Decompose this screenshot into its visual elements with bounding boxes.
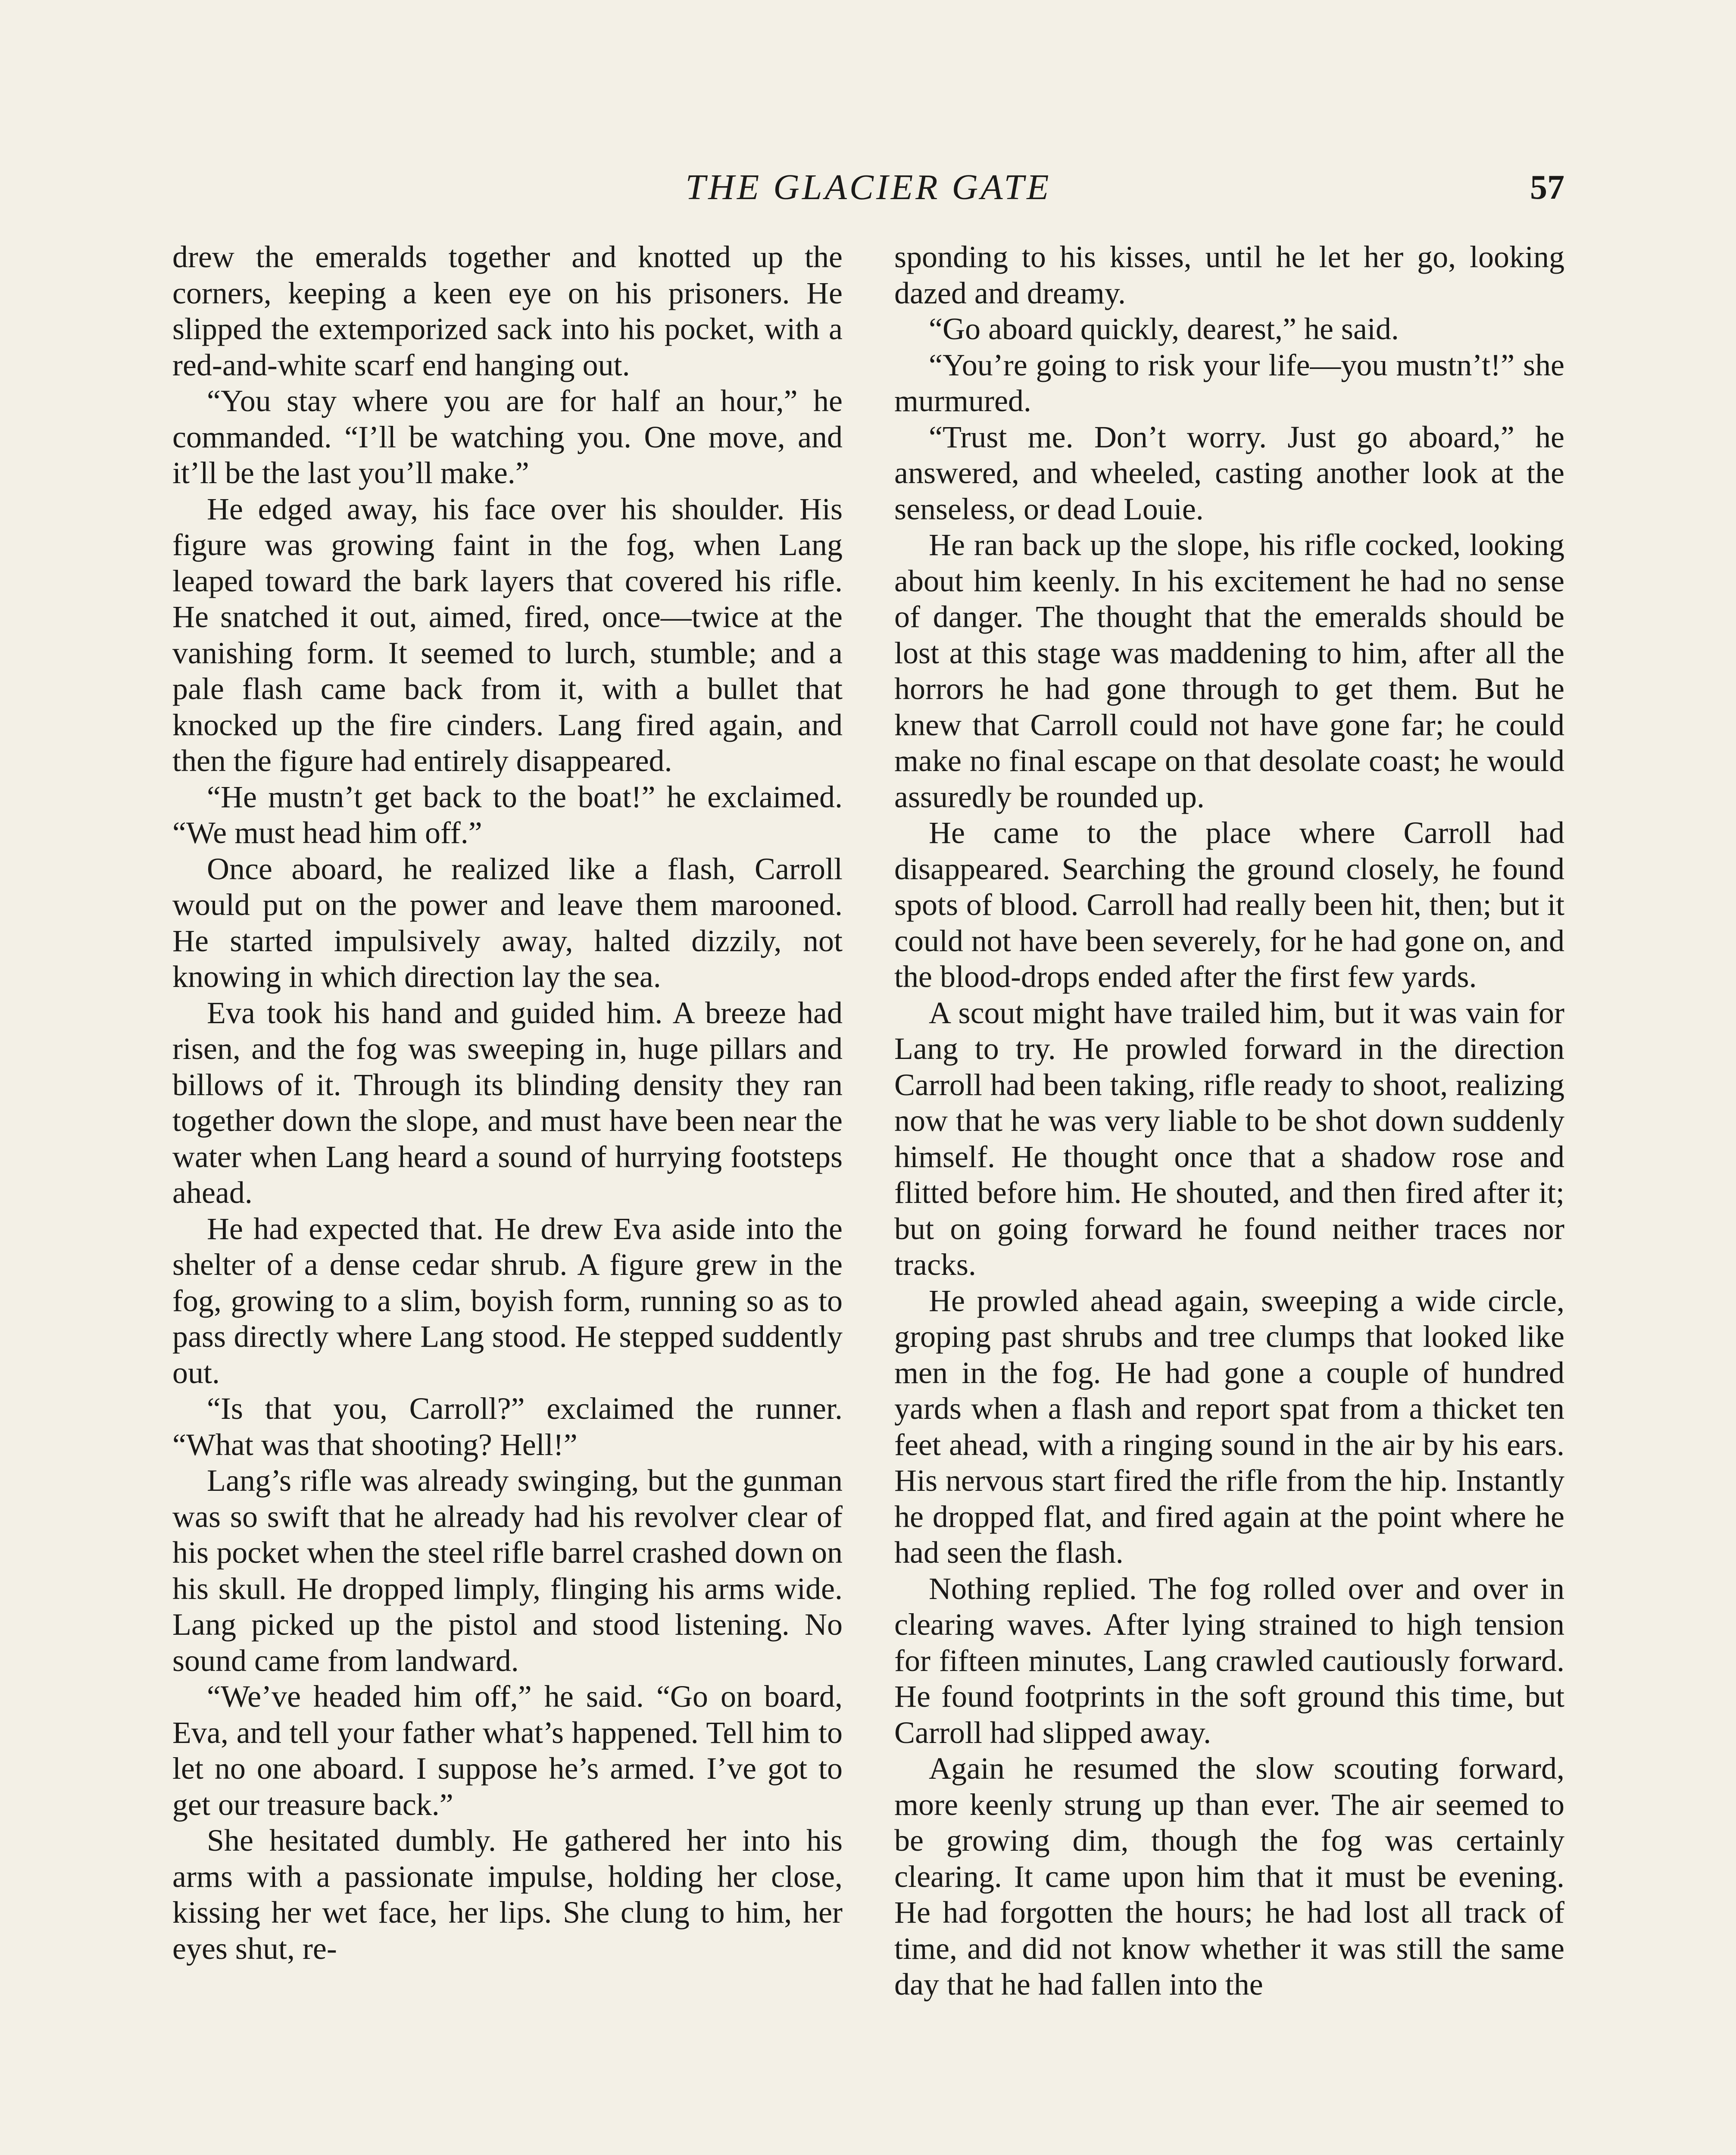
paragraph: “You’re going to risk your life—you mustn’t!” she murmured. bbox=[894, 347, 1564, 418]
paragraph: He had expected that. He drew Eva aside into the shelter of a dense cedar shrub. A figure grew in the fog, growing to a slim, boyish form, running so as to pass directly where Lang stood. He stepped suddently out. bbox=[172, 1211, 843, 1390]
paragraph: He ran back up the slope, his rifle cocked, looking about him keenly. In his excitement he had no sense of danger. The thought that the emeralds should be lost at this stage was maddening to him, after all the horrors he had gone through to get them. But he knew that Carroll could not have gone far; he could make no final escape on that desolate coast; he would assuredly be rounded up. bbox=[894, 528, 1564, 814]
paragraph: “You stay where you are for half an hour,” he commanded. “I’ll be watching you. One move, and it’ll be the last you’ll make.” bbox=[172, 384, 843, 490]
paragraph: “He mustn’t get back to the boat!” he exclaimed. “We must head him off.” bbox=[172, 779, 843, 850]
page-number: 57 bbox=[1530, 169, 1564, 206]
paragraph: She hesitated dumbly. He gathered her into his arms with a passionate impulse, holding her close, kissing her wet face, her lips. She clung to him, her eyes shut, re- bbox=[172, 1823, 843, 1966]
running-title: THE GLACIER GATE bbox=[685, 167, 1052, 207]
page-header bbox=[172, 159, 1564, 216]
paragraph: He edged away, his face over his shoulder. His figure was growing faint in the fog, when Lang leaped toward the bark layers that covered his rifle. He snatched it out, aimed, fired, once—twice at the vanishing form. It seemed to lurch, stumble; and a pale flash came back from it, with a bullet that knocked up the fire cinders. Lang fired again, and then the figure had entirely disappeared. bbox=[172, 491, 843, 778]
text-columns bbox=[172, 239, 1564, 2155]
paragraph: “Trust me. Don’t worry. Just go aboard,” he answered, and wheeled, casting another look at the senseless, or dead Louie. bbox=[894, 419, 1564, 526]
paragraph: Eva took his hand and guided him. A breeze had risen, and the fog was sweeping in, huge pillars and billows of it. Through its blinding density they ran together down the slope, and must have been near the water when Lang heard a sound of hurrying footsteps ahead. bbox=[172, 995, 843, 1210]
paragraph: “We’ve headed him off,” he said. “Go on board, Eva, and tell your father what’s happened. Tell him to let no one aboard. I suppose he’s armed. I’ve got to get our treasure back.” bbox=[172, 1679, 843, 1822]
right-column bbox=[894, 239, 1564, 2155]
paragraph: Nothing replied. The fog rolled over and over in clearing waves. After lying strained to high tension for fifteen minutes, Lang crawled cautiously forward. He found footprints in the soft ground this time, but Carroll had slipped away. bbox=[894, 1571, 1564, 1750]
paragraph: “Go aboard quickly, dearest,” he said. bbox=[929, 312, 1399, 346]
paragraph: Lang’s rifle was already swinging, but the gunman was so swift that he already had his revolver clear of his pocket when the steel rifle barrel crashed down on his skull. He dropped limply, flinging his arms wide. Lang picked up the pistol and stood listening. No sound came from landward. bbox=[172, 1463, 843, 1678]
paragraph: He prowled ahead again, sweeping a wide circle, groping past shrubs and tree clumps that looked like men in the fog. He had gone a couple of hundred yards when a flash and report spat from a thicket ten feet ahead, with a ringing sound in the air by his ears. His nervous start fired the rifle from the hip. Instantly he dropped flat, and fired again at the point where he had seen the flash. bbox=[894, 1283, 1564, 1570]
paragraph: Once aboard, he realized like a flash, Carroll would put on the power and leave them marooned. He started impulsively away, halted dizzily, not knowing in which direction lay the sea. bbox=[172, 851, 843, 994]
paragraph: A scout might have trailed him, but it was vain for Lang to try. He prowled forward in the direction Carroll had been taking, rifle ready to shoot, realizing now that he was very liable to be shot down suddenly himself. He thought once that a shadow rose and flitted before him. He shouted, and then fired after it; but on going forward he found neither traces nor tracks. bbox=[894, 995, 1564, 1282]
paragraph: sponding to his kisses, until he let her go, looking dazed and dreamy. bbox=[894, 240, 1564, 310]
paragraph: Again he resumed the slow scouting forward, more keenly strung up than ever. The air seemed to be growing dim, though the fog was certainly clearing. It came upon him that it must be evening. He had forgotten the hours; he had lost all track of time, and did not know whether it was still the same day that he had fallen into the bbox=[894, 1751, 1564, 2002]
paragraph: “Is that you, Carroll?” exclaimed the runner. “What was that shooting? Hell!” bbox=[172, 1391, 843, 1462]
paragraph: He came to the place where Carroll had disappeared. Searching the ground closely, he found spots of blood. Carroll had really been hit, then; but it could not have been severely, for he had gone on, and the blood-drops ended after the first few yards. bbox=[894, 815, 1564, 994]
paragraph: drew the emeralds together and knotted up the corners, keeping a keen eye on his prisoners. He slipped the extemporized sack into his pocket, with a red-and-white scarf end hanging out. bbox=[172, 240, 843, 382]
left-column bbox=[172, 239, 843, 2155]
